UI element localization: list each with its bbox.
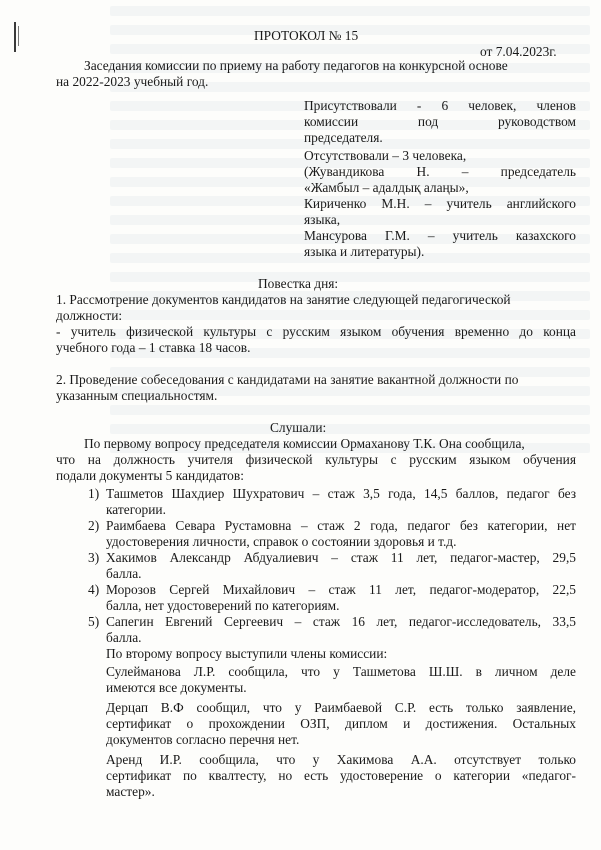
agenda-item-1-line-2: должности:	[56, 308, 123, 323]
candidate-3-line-2: балла.	[106, 566, 142, 581]
absent-line-5: языка,	[304, 212, 341, 227]
candidate-5-number: 5)	[88, 614, 100, 629]
agenda-item-2-line-1: 2. Проведение собеседования с кандидатами на занятие вакантной должности по	[56, 372, 519, 387]
candidate-5-line-1: Сапегин Евгений Сергеевич – стаж 16 лет, педагог-исследователь, 33,5	[106, 614, 576, 629]
present-line-3: председателя.	[304, 130, 383, 145]
agenda-heading: Повестка дня:	[258, 276, 339, 291]
second-question-line: По второму вопросу выступили члены комиссии:	[106, 646, 388, 661]
speaker-1-line-1: Сулейманова Л.Р. сообщила, что у Ташметова Ш.Ш. в личном деле	[106, 664, 576, 679]
heard-intro-line-2: что на должность учителя физической культуры с русским языком обучения	[56, 452, 576, 467]
candidate-2-line-2: удостоверения личности, справок о состоянии здоровья и т.д.	[106, 534, 457, 549]
candidate-3-line-1: Хакимов Александр Абдуалиевич – стаж 11 лет, педагог-мастер, 29,5	[106, 550, 576, 565]
heard-intro-line-3: подали документы 5 кандидатов:	[56, 468, 244, 483]
absent-line-4: Кириченко М.Н. – учитель английского	[304, 196, 576, 211]
candidate-2-number: 2)	[88, 518, 100, 533]
candidate-4-number: 4)	[88, 582, 100, 597]
heard-heading: Слушали:	[270, 420, 327, 435]
absent-line-7: языка и литературы).	[304, 244, 425, 259]
candidate-1-line-1: Ташметов Шахдиер Шухратович – стаж 3,5 года, 14,5 баллов, педагог без	[106, 486, 576, 501]
protocol-date: от 7.04.2023г.	[480, 44, 557, 59]
absent-line-3: «Жамбыл – адалдық алаңы»,	[304, 180, 469, 195]
absent-line-1: Отсутствовали – 3 человека,	[304, 148, 467, 163]
speaker-3-line-2: сертификат по квалтесту, но есть удостоверение о категории «педагог-	[106, 768, 576, 783]
candidate-1-number: 1)	[88, 486, 100, 501]
speaker-1-line-2: имеются все документы.	[106, 680, 247, 695]
agenda-item-2-line-2: указанным специальностям.	[56, 388, 218, 403]
candidate-1-line-2: категории.	[106, 502, 166, 517]
subject-line-2: на 2022-2023 учебный год.	[56, 74, 209, 89]
agenda-item-1-line-3: - учитель физической культуры с русским языком обучения временно до конца	[56, 324, 576, 339]
speaker-3-line-1: Аренд И.Р. сообщила, что у Хакимова А.А. отсутствует только	[106, 752, 576, 767]
candidate-3-number: 3)	[88, 550, 100, 565]
candidate-4-line-1: Морозов Сергей Михайлович – стаж 11 лет, педагог-модератор, 22,5	[106, 582, 576, 597]
protocol-title: ПРОТОКОЛ № 15	[254, 28, 359, 43]
absent-line-6: Мансурова Г.М. – учитель казахского	[304, 228, 576, 243]
agenda-item-1-line-1: 1. Рассмотрение документов кандидатов на занятие следующей педагогической	[56, 292, 511, 307]
margin-mark-secondary	[18, 26, 19, 46]
candidate-4-line-2: балла, нет удостоверений по категориям.	[106, 598, 340, 613]
heard-intro-line-1: По первому вопросу председателя комиссии Ормаханову Т.К. Она сообщила,	[84, 436, 525, 451]
present-line-2: комиссии под руководством	[304, 114, 576, 129]
agenda-item-1-line-4: учебного года – 1 ставка 18 часов.	[56, 340, 251, 355]
margin-mark	[14, 22, 16, 52]
subject-line-1: Заседания комиссии по приему на работу педагогов на конкурсной основе	[84, 58, 508, 73]
speaker-2-line-2: сертификат о прохождении ОЗП, диплом и достижения. Остальных	[106, 716, 576, 731]
present-line-1: Присутствовали - 6 человек, членов	[304, 98, 576, 113]
absent-line-2: (Жувандикова Н. – председатель	[304, 164, 576, 179]
candidate-5-line-2: балла.	[106, 630, 142, 645]
speaker-3-line-3: мастер».	[106, 784, 155, 799]
speaker-2-line-1: Дерцап В.Ф сообщил, что у Раимбаевой С.Р. есть только заявление,	[106, 700, 576, 715]
speaker-2-line-3: документов согласно перечня нет.	[106, 732, 300, 747]
candidate-2-line-1: Раимбаева Севара Рустамовна – стаж 2 года, педагог без категории, нет	[106, 518, 576, 533]
